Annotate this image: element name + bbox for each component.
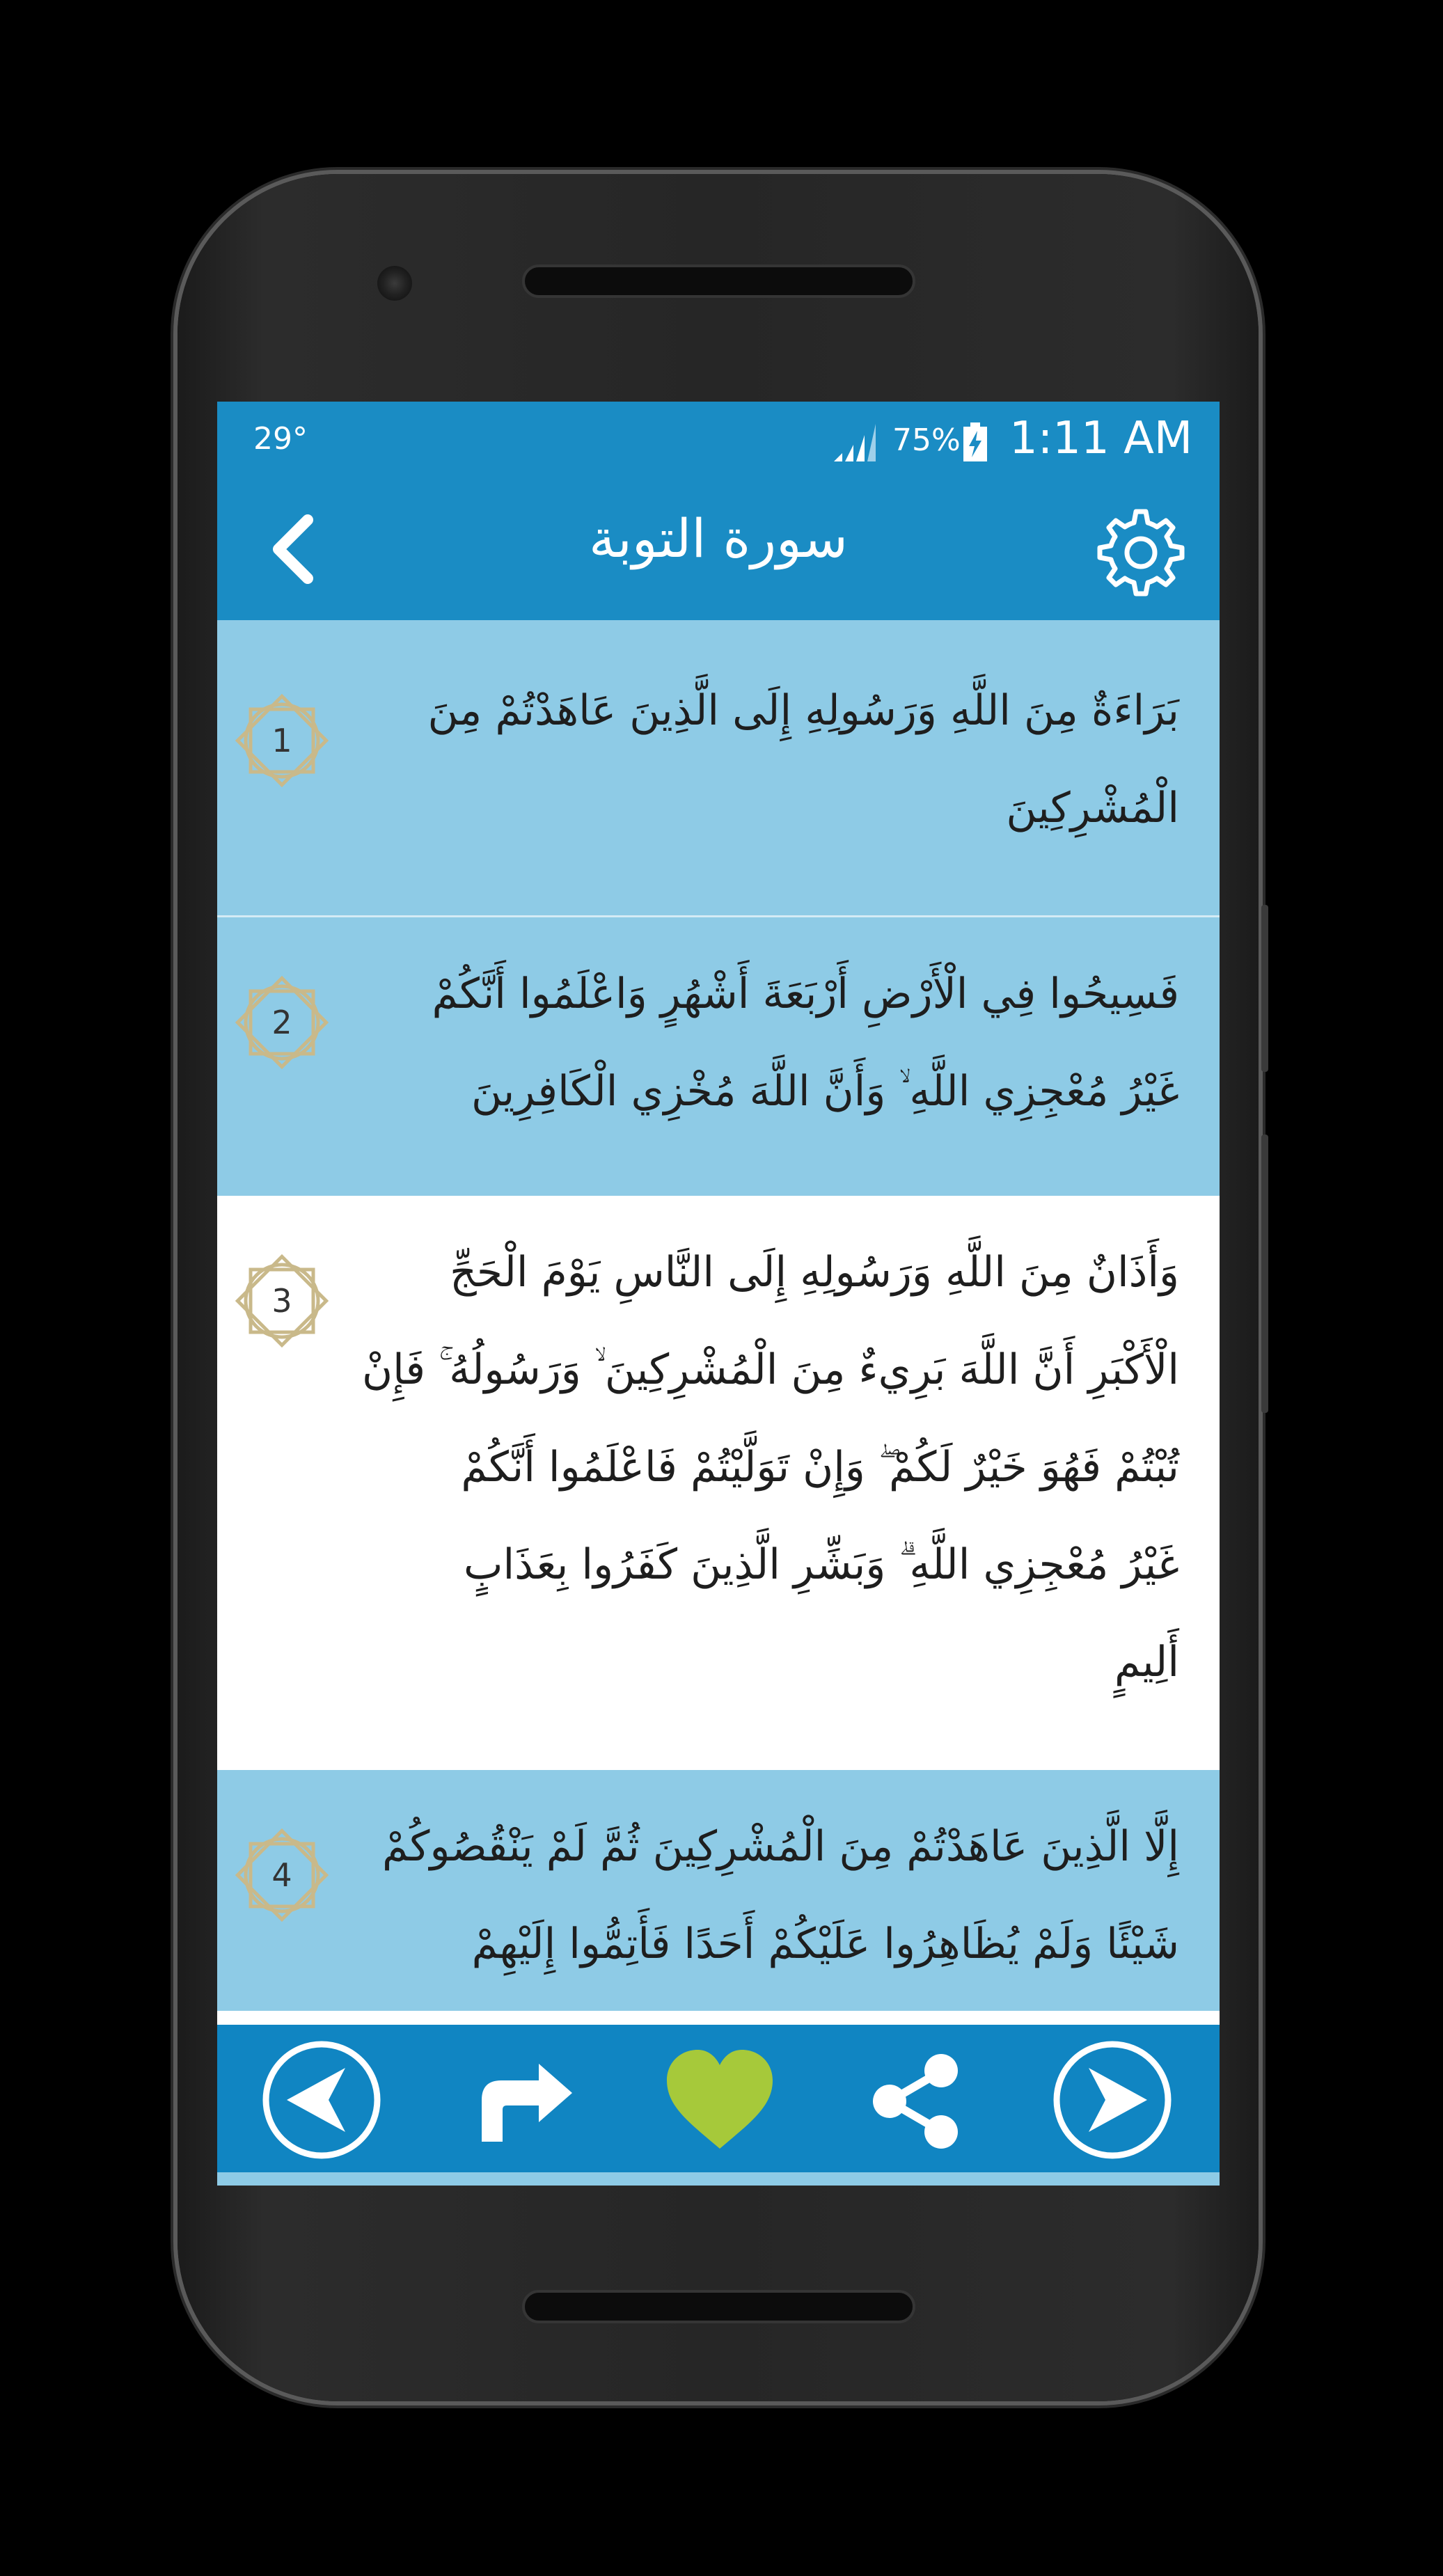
app-header bbox=[217, 480, 1220, 620]
ayah-number: 2 bbox=[271, 1004, 292, 1041]
status-time: 1:11 AM bbox=[1009, 413, 1193, 464]
bottom-strip bbox=[217, 2172, 1220, 2186]
ayah-line: الْأَكْبَرِ أَنَّ اللَّهَ بَرِيءٌ مِنَ الْمُشْرِكِينَ ۙ وَرَسُولُهُ ۚ فَإِنْ bbox=[362, 1345, 1179, 1394]
ayah-line: بَرَاءَةٌ مِنَ اللَّهِ وَرَسُولِهِ إِلَى الَّذِينَ عَاهَدْتُمْ مِنَ bbox=[427, 686, 1179, 735]
ayah-row[interactable] bbox=[217, 917, 1220, 1196]
ayah-line: شَيْئًا وَلَمْ يُظَاهِرُوا عَلَيْكُمْ أَحَدًا فَأَتِمُّوا إِلَيْهِمْ bbox=[471, 1920, 1179, 1968]
share-icon bbox=[873, 2054, 958, 2149]
ayah-line: غَيْرُ مُعْجِزِي اللَّهِ ۗ وَبَشِّرِ الَّذِينَ كَفَرُوا بِعَذَابٍ bbox=[464, 1540, 1179, 1589]
ayah-line: تُبْتُمْ فَهُوَ خَيْرٌ لَكُمْ ۖ وَإِنْ تَوَلَّيْتُمْ فَاعْلَمُوا أَنَّكُمْ bbox=[461, 1443, 1179, 1492]
previous-ayah-button[interactable] bbox=[259, 2037, 384, 2163]
ayah-list[interactable] bbox=[217, 620, 1220, 2011]
ayah-row[interactable] bbox=[217, 620, 1220, 916]
ayah-line: إِلَّا الَّذِينَ عَاهَدْتُمْ مِنَ الْمُشْرِكِينَ ثُمَّ لَمْ يَنْقُصُوكُمْ bbox=[381, 1822, 1179, 1871]
ayah-number: 3 bbox=[271, 1282, 292, 1320]
ayah-line: غَيْرُ مُعْجِزِي اللَّهِ ۙ وَأَنَّ اللَّهَ مُخْزِي الْكَافِرِينَ bbox=[471, 1067, 1179, 1116]
page-title: سورة التوبة bbox=[589, 507, 848, 569]
bottom-toolbar bbox=[217, 2025, 1220, 2172]
settings-button[interactable] bbox=[1096, 506, 1186, 596]
ayah-text bbox=[351, 945, 1179, 1140]
heart-icon bbox=[667, 2050, 773, 2149]
jump-to-icon bbox=[482, 2064, 572, 2142]
ayah-text bbox=[351, 1224, 1179, 1711]
ayah-number: 4 bbox=[271, 1856, 292, 1894]
next-icon bbox=[1057, 2044, 1168, 2156]
ayah-text bbox=[351, 662, 1179, 857]
status-bar bbox=[217, 402, 1220, 480]
bottom-speaker bbox=[522, 2290, 915, 2323]
favorite-button[interactable] bbox=[657, 2037, 782, 2163]
ayah-row[interactable] bbox=[217, 1770, 1220, 2011]
weather-temperature: 29° bbox=[253, 421, 308, 457]
previous-icon bbox=[266, 2044, 377, 2156]
front-camera bbox=[377, 266, 412, 301]
power-button bbox=[1261, 1135, 1268, 1413]
ayah-text bbox=[351, 1798, 1179, 1993]
ayah-line: أَلِيمٍ bbox=[1114, 1638, 1179, 1686]
chevron-left-icon bbox=[278, 520, 308, 578]
ayah-line: الْمُشْرِكِينَ bbox=[1006, 784, 1179, 832]
top-speaker bbox=[522, 264, 915, 298]
ayah-line: وَأَذَانٌ مِنَ اللَّهِ وَرَسُولِهِ إِلَى النَّاسِ يَوْمَ الْحَجِّ bbox=[450, 1248, 1179, 1297]
back-button[interactable] bbox=[252, 507, 336, 591]
ayah-row-selected[interactable] bbox=[217, 1196, 1220, 1770]
battery-charging-icon bbox=[963, 422, 987, 461]
battery-percent: 75% bbox=[892, 422, 961, 458]
jump-to-ayah-button[interactable] bbox=[461, 2037, 586, 2163]
ayah-number: 1 bbox=[271, 722, 292, 759]
ayah-line: فَسِيحُوا فِي الْأَرْضِ أَرْبَعَةَ أَشْهُرٍ وَاعْلَمُوا أَنَّكُمْ bbox=[432, 970, 1179, 1018]
share-button[interactable] bbox=[852, 2037, 977, 2163]
signal-icon bbox=[830, 421, 878, 463]
next-ayah-button[interactable] bbox=[1050, 2037, 1175, 2163]
gear-icon bbox=[1100, 512, 1182, 594]
volume-button bbox=[1261, 905, 1268, 1072]
app-screen bbox=[217, 402, 1220, 2186]
